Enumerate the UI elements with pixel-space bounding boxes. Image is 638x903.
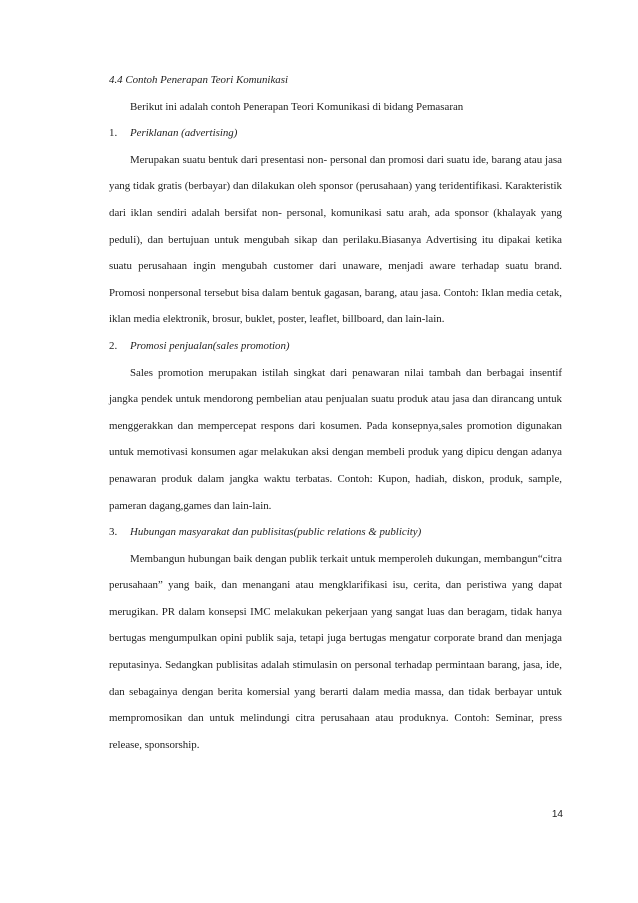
section-heading: 4.4 Contoh Penerapan Teori Komunikasi — [109, 74, 288, 86]
item-title: Hubungan masyarakat dan publisitas(public relations & publicity) — [130, 526, 422, 539]
item-body-sales-promotion: Sales promotion merupakan istilah singkat dari penawaran nilai tambah dan berbagai insentif jangka pendek untuk mendorong pembelian atau penjualan suatu produk atau jasa dan dirancang untuk menggerakkan dan mempercepat respons dari kosumen. Pada konsepnya,sales promotion digunakan untuk memotivasi konsumen agar melakukan aksi dengan membeli produk yang dipicu dengan adanya penawaran produk dalam jangka waktu terbatas. Contoh: Kupon, hadiah, diskon, produk, sample, pameran dagang,games dan lain-lain. — [109, 366, 562, 512]
item-number: 3. — [109, 526, 118, 539]
list-item-1 — [109, 120, 562, 147]
item-body-public-relations: Membangun hubungan baik dengan publik terkait untuk memperoleh dukungan, membangun“citra perusahaan” yang baik, dan menangani atau mengklarifikasi isu, cerita, dan peristiwa yang dapat merugikan. PR dalam konsepsi IMC melakukan pekerjaan yang sangat luas dan beragam, tidak hanya bertugas mengumpulkan opini publik saja, tetapi juga bertugas mengatur corporate brand dan menjaga reputasinya. Sedangkan publisitas adalah stimulasin on personal terhadap permintaan barang, jasa, ide, dan sebagainya dengan berita komersial yang berarti dalam media massa, dan tidak berbayar untuk mempromosikan dan untuk melindungi citra perusahaan atau produknya. Contoh: Seminar, press release, sponsorship. — [109, 552, 562, 751]
item-title: Periklanan (advertising) — [130, 127, 238, 140]
item-body-advertising: Merupakan suatu bentuk dari presentasi non- personal dan promosi dari suatu ide, barang atau jasa yang tidak gratis (berbayar) dan dilakukan oleh sponsor (perusahaan) yang teridentifikasi. Karakteristik dari iklan sendiri adalah bersifat non- personal, komunikasi satu arah, ada sponsor (khalayak yang peduli), dan bertujuan untuk mengubah sikap dan perilaku.Biasanya Advertising itu dipakai ketika suatu perusahaan ingin mengubah customer dari unaware, menjadi aware terhadap suatu brand. Promosi nonpersonal tersebut bisa dalam bentuk gagasan, barang, atau jasa. Contoh: Iklan media cetak, iklan media elektronik, brosur, buklet, poster, leaflet, billboard, dan lain-lain. — [109, 153, 562, 326]
page-number: 14 — [551, 809, 563, 820]
item-title: Promosi penjualan(sales promotion) — [130, 339, 290, 352]
item-number: 2. — [109, 339, 118, 352]
document-body — [109, 67, 562, 758]
list-item-2 — [109, 333, 562, 360]
intro-paragraph: Berikut ini adalah contoh Penerapan Teori Komunikasi di bidang Pemasaran — [130, 100, 464, 113]
list-item-3 — [109, 519, 562, 546]
item-number: 1. — [109, 127, 118, 140]
